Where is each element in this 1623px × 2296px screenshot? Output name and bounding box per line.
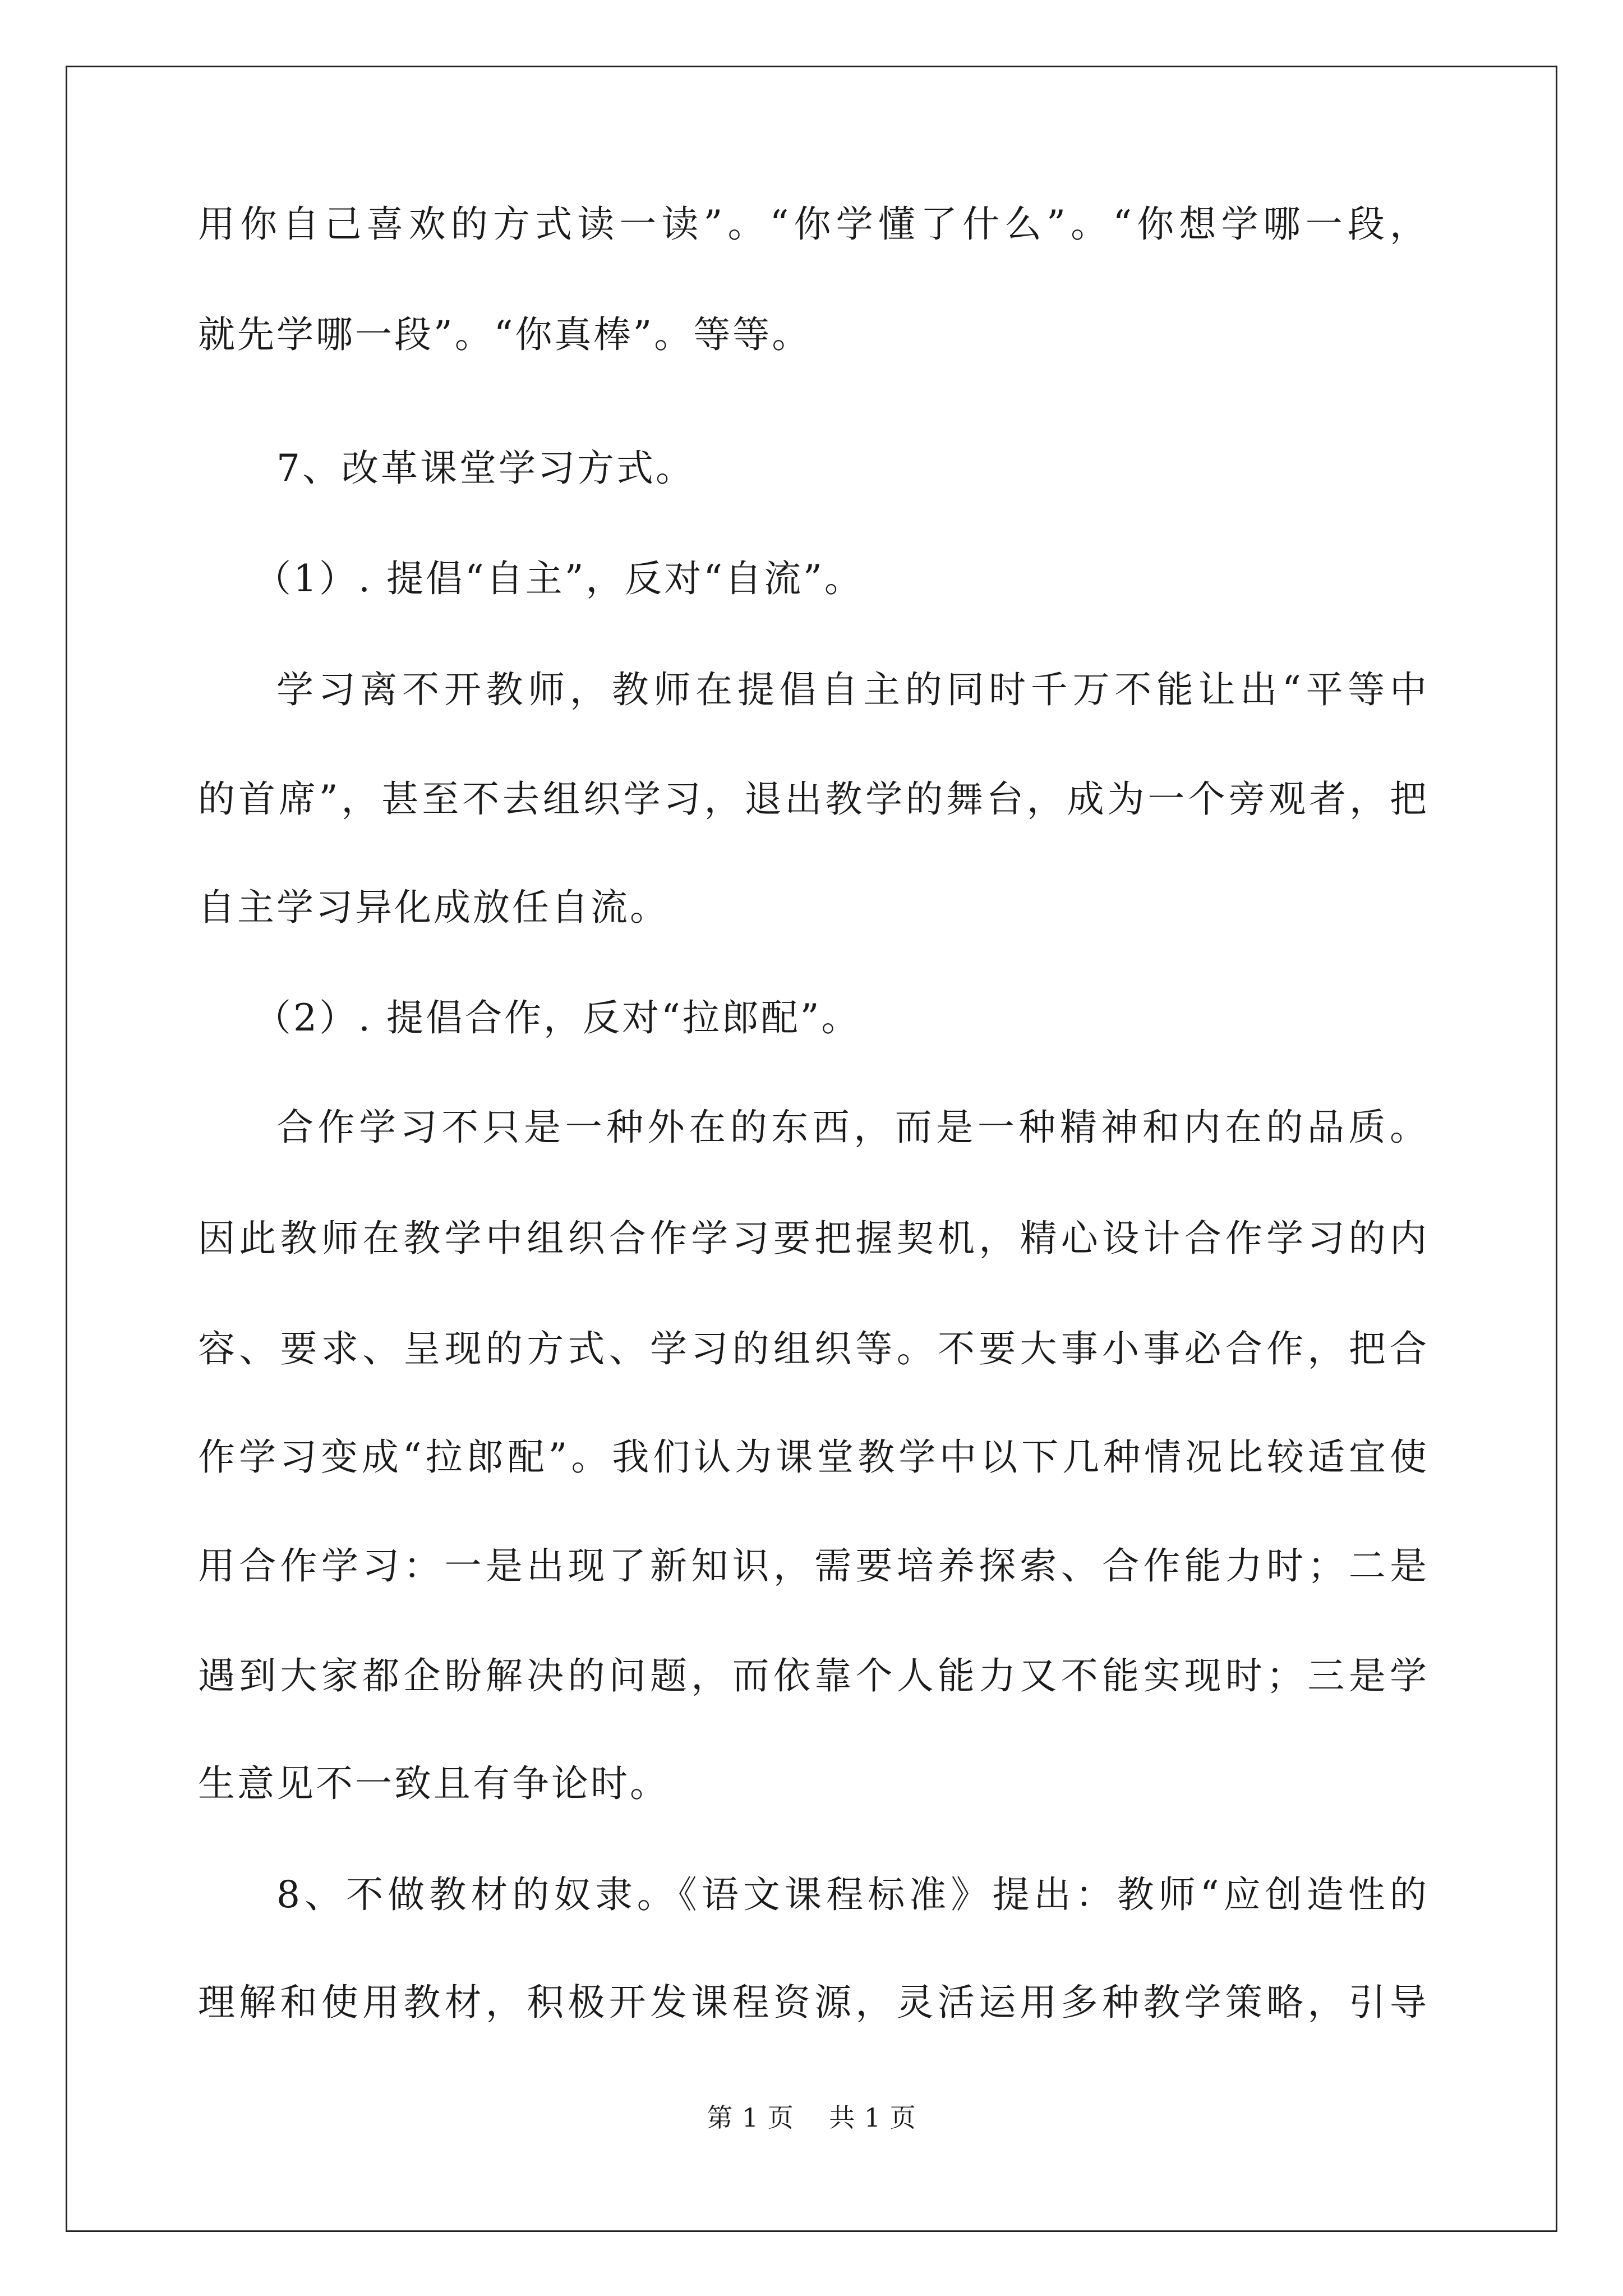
- body-line: 理解和使用教材，积极开发课程资源，灵活运用多种教学策略，引导: [198, 1981, 1429, 2024]
- section-heading: 7、改革课堂学习方式。: [276, 447, 695, 490]
- body-line: 作学习变成“拉郎配”。我们认为课堂教学中以下几种情况比较适宜使: [198, 1435, 1429, 1479]
- subsection-heading: （1）. 提倡“自主”，反对“自流”。: [254, 557, 864, 600]
- page-total: 共 1 页: [829, 2102, 916, 2133]
- body-line: 学习离不开教师，教师在提倡自主的同时千万不能让出“平等中: [276, 668, 1429, 711]
- body-line: 的首席”，甚至不去组织学习，退出教学的舞台，成为一个旁观者，把: [198, 777, 1429, 821]
- subsection-heading: （2）. 提倡合作，反对“拉郎配”。: [254, 996, 861, 1039]
- body-line: 自主学习异化成放任自流。: [198, 886, 669, 929]
- body-line: 合作学习不只是一种外在的东西，而是一种精神和内在的品质。: [276, 1106, 1429, 1149]
- body-line: 用合作学习：一是出现了新知识，需要培养探索、合作能力时；二是: [198, 1544, 1429, 1588]
- body-line: 就先学哪一段”。“你真棒”。等等。: [198, 313, 811, 356]
- page-footer: [0, 2101, 1623, 2134]
- body-line: 用你自己喜欢的方式读一读”。“你学懂了什么”。“你想学哪一段，: [198, 203, 1429, 246]
- body-line: 容、要求、呈现的方式、学习的组织等。不要大事小事必合作，把合: [198, 1327, 1429, 1370]
- body-line: 遇到大家都企盼解决的问题，而依靠个人能力又不能实现时；三是学: [198, 1654, 1429, 1697]
- body-line: 8、不做教材的奴隶。《语文课程标准》提出：教师“应创造性的: [276, 1873, 1429, 1916]
- body-line: 生意见不一致且有争论时。: [198, 1762, 669, 1805]
- body-line: 因此教师在教学中组织合作学习要把握契机，精心设计合作学习的内: [198, 1217, 1429, 1260]
- page-number: 第 1 页: [707, 2102, 794, 2133]
